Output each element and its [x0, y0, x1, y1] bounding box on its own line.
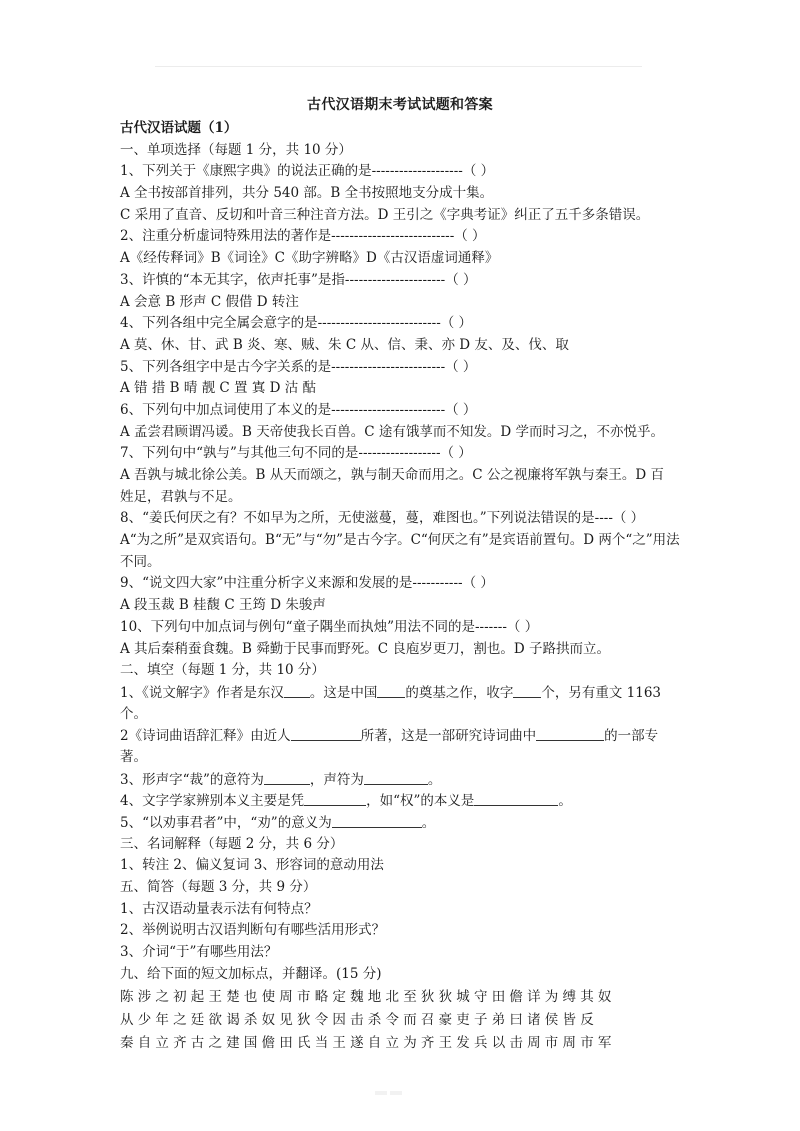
exam-body	[120, 118, 690, 1055]
passage-line: 从少年之廷欲谒杀奴见狄令因击杀令而召豪吏子弟曰诸侯皆反	[120, 1011, 598, 1028]
page-title: 古代汉语期末考试试题和答案	[307, 97, 493, 113]
paper-subtitle: 古代汉语试题（1）	[120, 120, 238, 136]
fill-text: 2《诗词曲语辞汇释》由近人	[120, 728, 291, 745]
text-line: 二、填空（每题 1 分，共 10 分）	[120, 662, 325, 679]
text-line: A 孟尝君顾谓冯谖。B 天帝使我长百兽。C 途有饿莩而不知发。D 学而时习之，不亦悦乎。	[120, 423, 664, 440]
text-line: 2、举例说明古汉语判断句有哪些活用形式？	[120, 922, 386, 939]
text-line: 1、下列关于《康熙字典》的说法正确的是--------------------（ ）	[120, 163, 495, 180]
answer-blank	[513, 682, 541, 698]
fill-text: 。	[427, 771, 442, 788]
fill-text: 的奠基之作，收字	[405, 684, 514, 701]
answer-blank	[474, 790, 558, 806]
fill-text: 。	[421, 815, 436, 831]
passage-line: 陈涉之初起王楚也使周市略定魏地北至狄狄城守田儋详为缚其奴	[120, 988, 616, 1005]
fill-text: 。	[558, 793, 572, 810]
text-line: 九、给下面的短文加标点，并翻译。(15 分)	[120, 965, 382, 982]
fill-text: 4、文字学家辨别本义主要是凭	[120, 793, 305, 810]
fill-text: 个，另有重文 1163	[541, 684, 661, 701]
answer-blank	[332, 812, 422, 828]
fill-question-1-cont: 个。	[120, 705, 147, 722]
fill-question-5	[120, 812, 690, 834]
text-line: A“为之所”是双宾语句。B“无”与“勿”是古今字。C“何厌之有”是宾语前置句。D 两个“之”用法	[120, 532, 680, 549]
text-line: 3、许慎的“本无其字，依声托事”是指----------------------（ ）	[120, 271, 477, 288]
fill-question-4	[120, 790, 690, 812]
text-line: 6、下列句中加点词使用了本义的是-------------------------（ ）	[120, 401, 477, 418]
fill-text: 1、《说文解字》作者是东汉	[120, 684, 284, 701]
fill-question-3	[120, 769, 690, 791]
answer-blank	[364, 769, 428, 785]
text-line: 7、下列句中“孰与”与其他三句不同的是------------------（ ）	[120, 445, 472, 462]
text-line: A 全书按部首排列，共分 540 部。B 全书按照地支分成十集。	[120, 185, 494, 202]
fill-question-2-cont: 著。	[120, 748, 147, 765]
answer-blank	[264, 769, 310, 785]
text-line: A 段玉裁 B 桂馥 C 王筠 D 朱骏声	[120, 597, 326, 614]
passage-line: 秦自立齐古之建国儋田氏当王遂自立为齐王发兵以击周市周市军	[120, 1034, 616, 1051]
text-line: 4、下列各组中完全属会意字的是---------------------------（ ）	[120, 315, 473, 332]
answer-blank	[291, 725, 361, 741]
text-line: 1、转注 2、偏义复词 3、形容词的意动用法	[120, 857, 384, 874]
text-line: 5、下列各组字中是古今字关系的是-------------------------（ ）	[120, 358, 477, 375]
text-line: 姓足，君孰与不足。	[120, 488, 242, 505]
text-line: A《经传释词》B《词诠》C《助字辨略》D《古汉语虚词通释》	[120, 250, 499, 267]
fill-text: 5、“以劝事君者”中，“劝”的意义为	[120, 815, 332, 831]
fill-question-2	[120, 725, 690, 747]
header-rule	[155, 66, 642, 67]
answer-blank	[284, 682, 310, 698]
text-line: A 吾孰与城北徐公美。B 从天而颂之，孰与制天命而用之。C 公之视廉将军孰与秦王。D 百	[120, 467, 664, 483]
fill-text: ，声符为	[309, 771, 364, 788]
page-footer-mark	[375, 1080, 425, 1086]
fill-text: 所著，这是一部研究诗词曲中	[360, 728, 537, 745]
answer-blank	[304, 790, 366, 806]
text-line: 不同。	[120, 553, 161, 570]
fill-text: 。这是中国	[309, 684, 378, 701]
text-line: 9、“说文四大家”中注重分析字义来源和发展的是-----------（ ）	[120, 575, 494, 592]
text-line: 3、介词“于”有哪些用法？	[120, 944, 278, 961]
text-line: C 采用了直音、反切和叶音三种注音方法。D 王引之《字典考证》纠正了五千多条错误。	[120, 206, 650, 223]
answer-blank	[377, 682, 405, 698]
text-line: A 错 措 B 晴 靓 C 置 寘 D 沽 酤	[120, 380, 317, 397]
fill-text: ，如“权”的本义是	[366, 793, 475, 810]
text-line: 一、单项选择（每题 1 分，共 10 分）	[120, 141, 352, 158]
answer-blank	[536, 725, 604, 741]
text-line: A 莫、休、甘、武 B 炎、寒、贼、朱 C 从、信、秉、亦 D 友、及、伐、取	[120, 336, 569, 353]
fill-text: 的一部专	[604, 728, 659, 745]
text-line: 10、下列句中加点词与例句“童子隅坐而执烛”用法不同的是-------（ ）	[120, 618, 539, 635]
text-line: 五、简答（每题 3 分，共 9 分）	[120, 879, 317, 896]
text-line: 2、注重分析虚词特殊用法的著作是---------------------------（ ）	[120, 228, 486, 245]
text-line: 8、“姜氏何厌之有？不如早为之所，无使滋蔓，蔓，难图也。”下列说法错误的是----（ ）	[120, 510, 645, 527]
text-line: 1、古汉语动量表示法有何特点？	[120, 900, 318, 917]
text-line: 三、名词解释（每题 2 分，共 6 分）	[120, 835, 344, 852]
fill-text: 3、形声字“裁”的意符为	[120, 771, 264, 788]
text-line: A 其后秦稍蚕食魏。B 舜勤于民事而野死。C 良庖岁更刀，割也。D 子路拱而立。	[120, 640, 610, 657]
fill-question-1	[120, 682, 690, 704]
text-line: A 会意 B 形声 C 假借 D 转注	[120, 293, 299, 310]
